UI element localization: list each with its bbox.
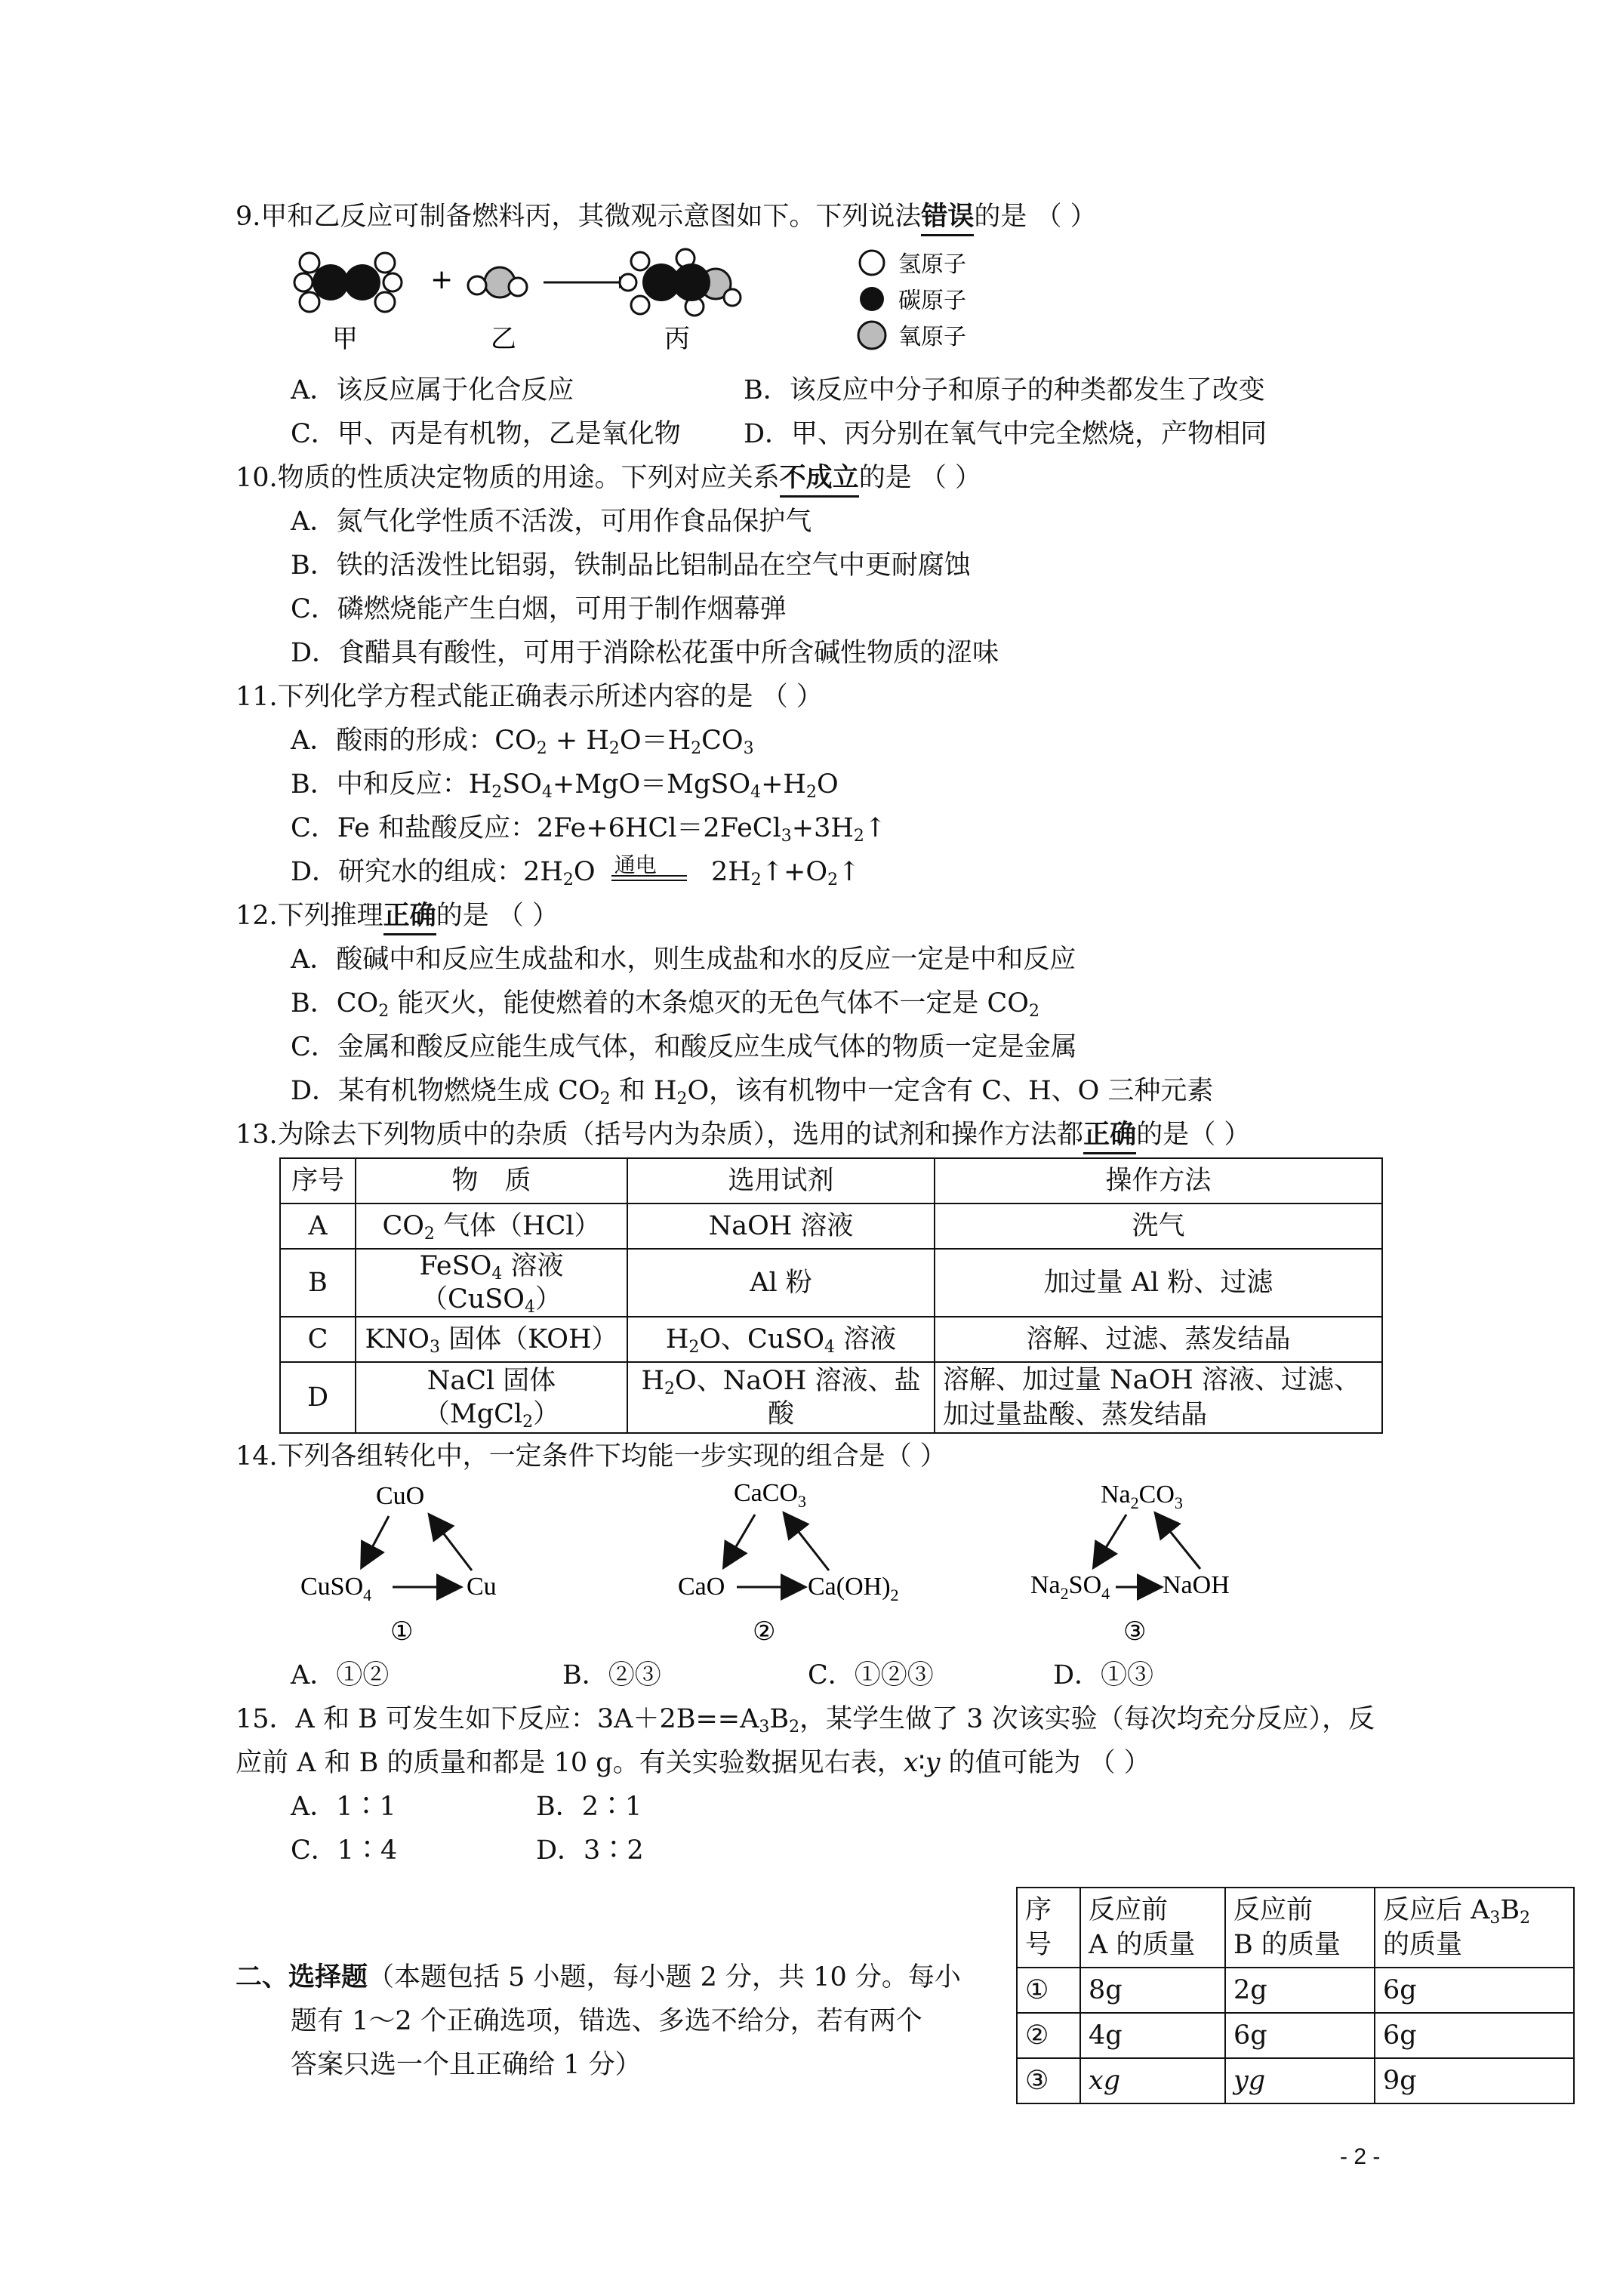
q14-option-d: D．①③ bbox=[1053, 1660, 1154, 1690]
q12-stem: 12.下列推理正确的是 （ ） bbox=[236, 898, 559, 933]
carbon-atom-icon bbox=[860, 287, 884, 311]
q15-option-b: B．2∶1 bbox=[536, 1792, 642, 1822]
molecule-jia-icon bbox=[294, 253, 402, 312]
q12-option-c: C．金属和酸反应能生成气体，和酸反应生成气体的物质一定是金属 bbox=[291, 1032, 1077, 1062]
q11-option-c: C．Fe 和盐酸反应：$2Fe+6HCl=2FeCl_3+3H_2↑$ bbox=[291, 813, 887, 846]
q9-molecule-diagram bbox=[287, 242, 1012, 355]
q14-option-b: B．②③ bbox=[562, 1660, 661, 1690]
q14-option-c: C．①②③ bbox=[808, 1660, 934, 1690]
q15-line1: 15．A 和 B 可发生如下反应：$3A+2B==A_3B_2$，某学生做了 3 次该实验（每次均充分反应），反 bbox=[236, 1704, 1375, 1737]
q12-option-d: D．某有机物燃烧生成 $CO_2$ 和 $H_2O$，该有机物中一定含有 C、H、O 三种元素 bbox=[291, 1076, 1214, 1108]
svg-text:氢原子: 氢原子 bbox=[898, 251, 966, 278]
svg-text:CaCO3: CaCO$_3$ bbox=[734, 1479, 806, 1511]
svg-text:Cu: Cu bbox=[467, 1573, 497, 1601]
svg-text:CuSO4: CuSO$_4$ bbox=[300, 1573, 372, 1604]
q9-option-c: C．甲、丙是有机物，乙是氧化物 bbox=[291, 419, 681, 449]
svg-text:CuO: CuO bbox=[376, 1482, 425, 1510]
table-row: ① 8g 2g 6g bbox=[1017, 1968, 1574, 2013]
page-number: - 2 - bbox=[1340, 2144, 1381, 2169]
svg-text:CaO: CaO bbox=[678, 1573, 725, 1601]
q14-option-a: A．①② bbox=[291, 1660, 390, 1690]
q15-option-c: C．1∶4 bbox=[291, 1835, 398, 1866]
label-jia: 甲 bbox=[332, 324, 358, 354]
q13-stem: 13.为除去下列物质中的杂质（括号内为杂质），选用的试剂和操作方法都正确的是（ ） bbox=[236, 1117, 1250, 1152]
svg-text:Na2CO3: $Na_2CO_3$ bbox=[1101, 1481, 1183, 1512]
svg-text:NaOH: NaOH bbox=[1163, 1571, 1230, 1599]
q11-option-d: D．研究水的组成：$2H_2O$ 通电 $2H_2↑+O_2↑$ bbox=[291, 852, 861, 889]
label-yi: 乙 bbox=[491, 324, 516, 354]
hydrogen-atom-icon bbox=[860, 251, 884, 275]
oxygen-atom-icon bbox=[858, 322, 885, 349]
table-row: C $KNO_3$ 固体（KOH） $H_2O$、CuSO$_4$ 溶液 溶解、过滤、蒸发结晶 bbox=[280, 1317, 1382, 1362]
table-header-row: 序 号 反应前 A 的质量 反应前 B 的质量 反应后 $A_3B_2$ 的质量 bbox=[1017, 1888, 1574, 1968]
svg-text:Na2SO4: $Na_2SO_4$ bbox=[1030, 1571, 1110, 1603]
table-header-row: 序号 物 质 选用试剂 操作方法 bbox=[280, 1158, 1382, 1203]
q10-option-d: D．食醋具有酸性，可用于消除松花蛋中所含碱性物质的涩味 bbox=[291, 638, 999, 668]
label-bing: 丙 bbox=[664, 324, 690, 354]
q15-option-d: D．3∶2 bbox=[536, 1835, 644, 1866]
q9-stem: 9.甲和乙反应可制备燃料丙，其微观示意图如下。下列说法错误的是 （ ） bbox=[236, 199, 1097, 234]
legend bbox=[858, 251, 966, 350]
table-row: D NaCl 固体（MgCl$_2$） $H_2O$、NaOH 溶液、盐酸 溶解、加过量 NaOH 溶液、过滤、 加过量盐酸、蒸发结晶 bbox=[280, 1362, 1382, 1433]
q14-stem: 14.下列各组转化中，一定条件下均能一步实现的组合是（ ） bbox=[236, 1441, 947, 1472]
svg-text:氧原子: 氧原子 bbox=[898, 324, 966, 350]
svg-text:+: + bbox=[430, 264, 454, 295]
q10-option-c: C．磷燃烧能产生白烟，可用于制作烟幕弹 bbox=[291, 594, 787, 624]
q11-stem: 11.下列化学方程式能正确表示所述内容的是 （ ） bbox=[236, 682, 823, 712]
molecule-bing-icon bbox=[620, 249, 741, 316]
q15-line2: 应前 A 和 B 的质量和都是 10 g。有关实验数据见右表，x∶y 的值可能为 （ ） bbox=[236, 1748, 1150, 1778]
q15-data-table bbox=[1016, 1887, 1575, 2104]
table-row: ③ xg yg 9g bbox=[1017, 2058, 1574, 2103]
svg-text:Ca(OH)2: $Ca(OH)_2$ bbox=[808, 1573, 899, 1604]
q10-option-a: A．氮气化学性质不活泼，可用作食品保护气 bbox=[291, 507, 812, 537]
q12-option-a: A．酸碱中和反应生成盐和水，则生成盐和水的反应一定是中和反应 bbox=[291, 945, 1076, 975]
table-row: ② 4g 6g 6g bbox=[1017, 2013, 1574, 2058]
q9-option-b: B．该反应中分子和原子的种类都发生了改变 bbox=[744, 375, 1265, 405]
section2-desc-3: 答案只选一个且正确给 1 分） bbox=[291, 2050, 642, 2080]
q9-option-a: A．该反应属于化合反应 bbox=[291, 375, 574, 405]
molecule-yi-icon bbox=[468, 267, 527, 297]
q15-option-a: A．1∶1 bbox=[291, 1792, 396, 1822]
q12-option-b: B．$CO_2$ 能灭火，能使燃着的木条熄灭的无色气体不一定是 $CO_2$ bbox=[291, 988, 1039, 1021]
table-row: B FeSO$_4$ 溶液（CuSO$_4$） Al 粉 加过量 Al 粉、过滤 bbox=[280, 1249, 1382, 1317]
q10-stem: 10.物质的性质决定物质的用途。下列对应关系不成立的是 （ ） bbox=[236, 461, 981, 495]
q11-option-a: A．酸雨的形成：$CO_2 + H_2O=H_2CO_3$ bbox=[291, 726, 754, 758]
q10-option-b: B．铁的活泼性比铝弱，铁制品比铝制品在空气中更耐腐蚀 bbox=[291, 550, 971, 581]
table-row: A $CO_2$ 气体（HCl） NaOH 溶液 洗气 bbox=[280, 1203, 1382, 1249]
section2-desc-2: 题有 1～2 个正确选项，错选、多选不给分，若有两个 bbox=[291, 2006, 922, 2036]
section2-heading: 二、选择题（本题包括 5 小题，每小题 2 分，共 10 分。每小 bbox=[236, 1962, 961, 1992]
svg-text:碳原子: 碳原子 bbox=[898, 288, 966, 314]
q9-option-d: D．甲、丙分别在氧气中完全燃烧，产物相同 bbox=[744, 419, 1267, 449]
q14-conversion-diagram bbox=[287, 1472, 1344, 1653]
svg-text:②: ② bbox=[753, 1618, 776, 1646]
q11-option-b: B．中和反应：$H_2SO_4+MgO=MgSO_4+H_2O$ bbox=[291, 769, 839, 802]
q13-table bbox=[279, 1157, 1383, 1434]
svg-text:③: ③ bbox=[1123, 1618, 1147, 1646]
svg-text:①: ① bbox=[390, 1618, 414, 1646]
